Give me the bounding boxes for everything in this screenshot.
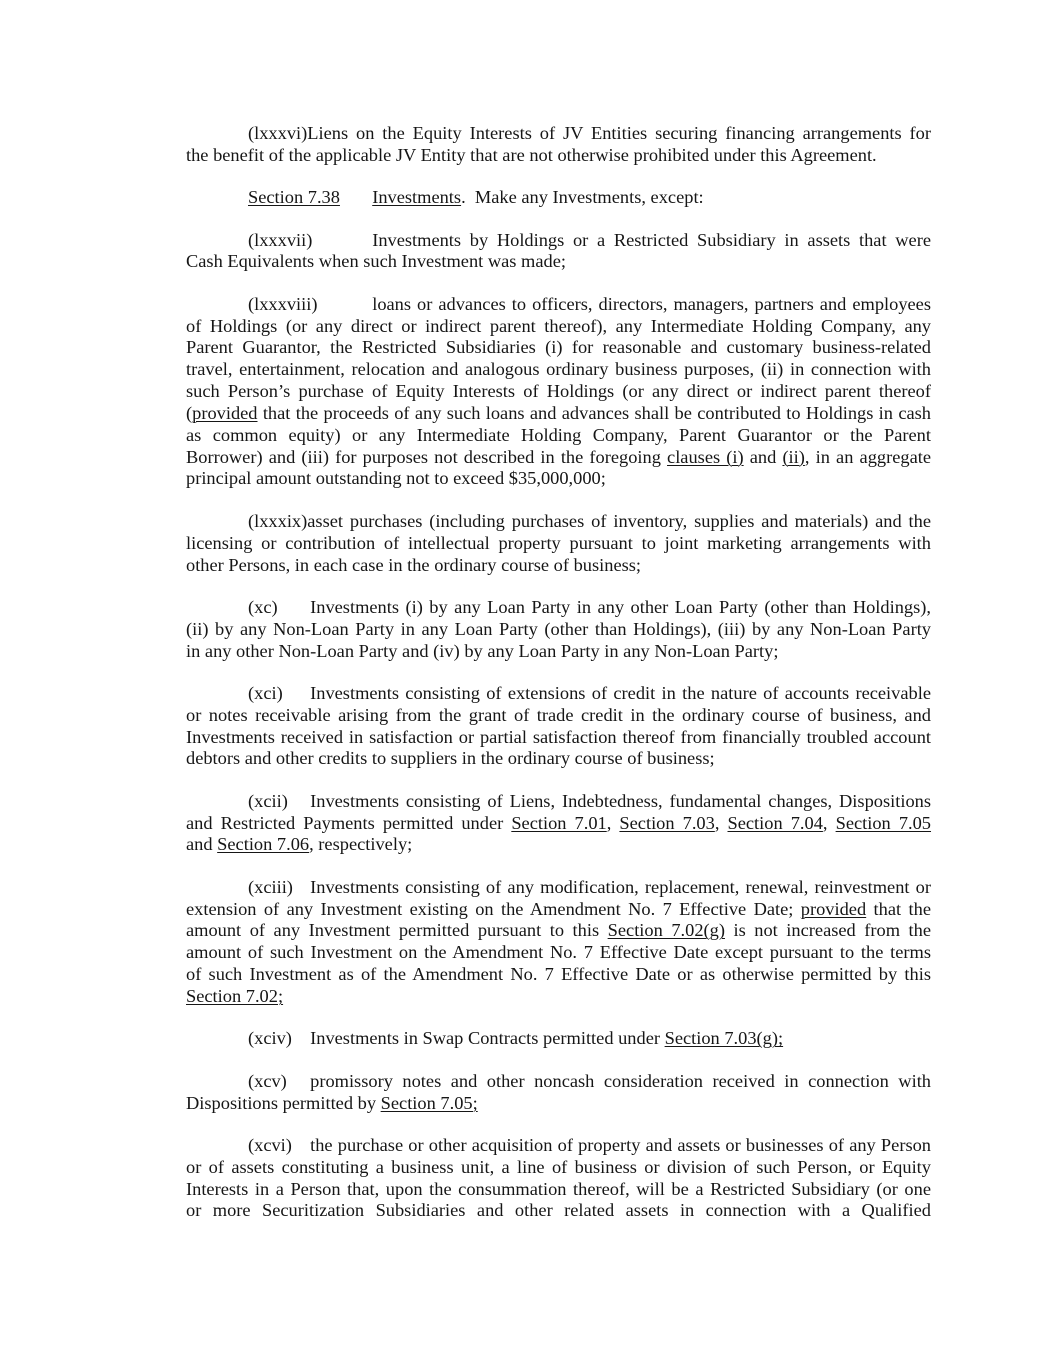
paragraph-line	[186, 1157, 931, 1179]
paragraph-line	[186, 964, 931, 986]
text-run: and Restricted Payments permitted under	[186, 812, 512, 833]
document-body	[186, 123, 931, 1243]
clause-number: (lxxxviii)	[248, 293, 318, 314]
paragraph-line	[186, 791, 931, 813]
text-run: other Persons, in each case in the ordinary course of business;	[186, 554, 642, 575]
clause-number: (lxxxvii)	[248, 229, 313, 250]
underlined-text: Section 7.04	[727, 812, 823, 833]
tab-gap	[283, 698, 310, 699]
paragraph-line	[186, 359, 931, 381]
clause-xcvi	[186, 1135, 931, 1222]
paragraph-line	[186, 468, 931, 490]
paragraph-line	[186, 447, 931, 469]
text-run: asset purchases (including purchases of inventory, supplies and materials) and the	[307, 510, 931, 531]
text-run: that the proceeds of any such loans and advances shall be contributed to Holdings in cash	[257, 402, 931, 423]
text-run: the purchase or other acquisition of property and assets or businesses of any Person	[310, 1134, 931, 1155]
underlined-text: provided	[800, 898, 867, 919]
underlined-text: Section 7.03	[619, 812, 715, 833]
text-run: is not increased from the	[724, 920, 932, 941]
text-run: amount of any Investment permitted pursuant to this	[186, 920, 608, 941]
paragraph-line	[186, 337, 931, 359]
clause-number: (xcii)	[248, 790, 288, 811]
text-run: of such Investment as of the Amendment No. 7 Effective Date or as otherwise permitted by this	[186, 964, 931, 985]
underlined-text: Section 7.06	[217, 834, 310, 855]
underlined-text: Investments	[372, 187, 462, 208]
paragraph-line	[186, 381, 931, 403]
text-run: such Person’s purchase of Equity Interests of Holdings (or any direct or indirect parent thereof	[186, 381, 931, 402]
text-run: principal amount outstanding not to exceed $35,000,000;	[186, 468, 606, 489]
text-run: Parent Guarantor, the Restricted Subsidiaries (i) for reasonable and customary business-related	[186, 337, 931, 358]
text-run: (ii) by any Non-Loan Party in any Loan Party (other than Holdings), (iii) by any Non-Loan Party	[186, 618, 931, 639]
paragraph-line	[186, 727, 931, 749]
clause-xc	[186, 597, 931, 663]
text-run: or notes receivable arising from the grant of trade credit in the ordinary course of business, and	[186, 704, 931, 725]
text-run: , in an aggregate	[804, 446, 932, 467]
paragraph-line	[186, 619, 931, 641]
paragraph-line	[186, 1200, 931, 1222]
text-run: in any other Non-Loan Party and (iv) by any Loan Party in any Non-Loan Party;	[186, 640, 779, 661]
text-run: . Make any Investments, except:	[461, 187, 704, 208]
tab-gap	[317, 309, 372, 310]
text-run: Investments by Holdings or a Restricted Subsidiary in assets that were	[372, 229, 931, 250]
text-run: Investments in Swap Contracts permitted under	[310, 1028, 665, 1049]
text-run: (	[186, 402, 193, 423]
paragraph-line	[186, 748, 931, 770]
text-run: , respectively;	[309, 834, 413, 855]
tab-gap	[287, 1086, 310, 1087]
text-run: Interests in a Person that, upon the consummation thereof, will be a Restricted Subsidiary (or one	[186, 1178, 931, 1199]
clause-xciv	[186, 1028, 931, 1050]
clause-number: (xcvi)	[248, 1134, 292, 1155]
text-run: amount of such Investment on the Amendment No. 7 Effective Date except pursuant to the terms	[186, 942, 931, 963]
clause-number: (lxxxix)	[248, 510, 308, 531]
paragraph-line	[186, 511, 931, 533]
text-run: ,	[822, 812, 836, 833]
paragraph-line	[186, 986, 931, 1008]
paragraph-line	[186, 1028, 931, 1050]
paragraph-line	[186, 251, 931, 273]
clause-number: (xciv)	[248, 1028, 292, 1049]
paragraph-line	[186, 641, 931, 663]
underlined-text: Section 7.02;	[186, 986, 284, 1006]
text-run: ,	[606, 812, 620, 833]
text-run: Dispositions permitted by	[186, 1092, 381, 1113]
text-run: debtors and other credits to suppliers in the ordinary course of business;	[186, 748, 715, 769]
text-run: ,	[714, 812, 728, 833]
text-run: as common equity) or any Intermediate Holding Company, Parent Guarantor or the Parent	[186, 424, 931, 445]
text-run: that the	[866, 898, 931, 919]
paragraph-line	[186, 425, 931, 447]
section-number: Section 7.38	[248, 187, 340, 208]
underlined-text: clauses (i)	[667, 446, 744, 467]
paragraph-line	[186, 813, 931, 835]
clause-xci	[186, 683, 931, 770]
paragraph-line	[186, 877, 931, 899]
tab-gap	[293, 892, 310, 893]
tab-gap	[312, 245, 372, 246]
clause-number: (xci)	[248, 682, 283, 703]
underlined-text: (ii)	[782, 446, 805, 467]
paragraph-line	[186, 705, 931, 727]
clause-lxxxix	[186, 511, 931, 577]
clause-xcii	[186, 791, 931, 857]
text-run: Investments consisting of any modification, replacement, renewal, reinvestment or	[310, 876, 931, 897]
paragraph-line	[186, 403, 931, 425]
clause-number: (xc)	[248, 596, 278, 617]
tab-gap	[340, 202, 372, 203]
underlined-text: Section 7.01	[511, 812, 607, 833]
text-run: and	[186, 834, 218, 855]
paragraph-line	[186, 683, 931, 705]
tab-gap	[292, 1043, 310, 1044]
paragraph-line	[186, 1135, 931, 1157]
paragraph-line	[186, 230, 931, 252]
text-run: loans or advances to officers, directors, managers, partners and employees	[372, 293, 931, 314]
paragraph-line	[186, 316, 931, 338]
paragraph-line	[186, 145, 931, 167]
text-run: and	[743, 446, 783, 467]
paragraph-line	[186, 1179, 931, 1201]
text-run: of Holdings (or any direct or indirect parent thereof), any Intermediate Holding Company, any	[186, 315, 931, 336]
clause-xcv	[186, 1071, 931, 1115]
text-run: travel, entertainment, relocation and analogous ordinary business purposes, (ii) in connection with	[186, 359, 931, 380]
text-run: Investments (i) by any Loan Party in any other Loan Party (other than Holdings),	[310, 596, 931, 617]
text-run: Borrower) and (iii) for purposes not described in the foregoing	[186, 446, 668, 467]
paragraph-line	[186, 899, 931, 921]
paragraph-line	[186, 834, 931, 856]
text-run: extension of any Investment existing on the Amendment No. 7 Effective Date;	[186, 898, 801, 919]
paragraph-line	[186, 533, 931, 555]
text-run: Cash Equivalents when such Investment was made;	[186, 251, 566, 272]
text-run: promissory notes and other noncash consideration received in connection with	[310, 1070, 931, 1091]
underlined-text: provided	[192, 402, 258, 423]
paragraph-line	[186, 1093, 931, 1115]
paragraph-line	[186, 294, 931, 316]
text-run: or of assets constituting a business unit, a line of business or division of such Person, or Equity	[186, 1156, 931, 1177]
underlined-text: Section 7.03(g);	[664, 1028, 784, 1049]
tab-gap	[288, 806, 310, 807]
paragraph-line	[186, 942, 931, 964]
paragraph-line	[186, 597, 931, 619]
clause-lxxxvii	[186, 230, 931, 274]
tab-gap	[278, 612, 311, 613]
clause-lxxxvi	[186, 123, 931, 167]
paragraph-line	[186, 123, 931, 145]
text-run: Liens on the Equity Interests of JV Entities securing financing arrangements for	[307, 123, 931, 143]
clause-lxxxviii	[186, 294, 931, 491]
tab-gap	[292, 1150, 310, 1151]
clause-number: (xcv)	[248, 1070, 287, 1091]
underlined-text: Section 7.02(g)	[607, 920, 725, 941]
text-run: licensing or contribution of intellectual property pursuant to joint marketing arrangements with	[186, 532, 931, 553]
paragraph-line	[186, 1071, 931, 1093]
clause-number: (xciii)	[248, 876, 293, 897]
section-heading-section-7-38	[186, 187, 931, 209]
text-run: or more Securitization Subsidiaries and other related assets in connection with a Qualified	[186, 1200, 931, 1221]
paragraph-line	[186, 187, 931, 209]
underlined-text: Section 7.05	[835, 812, 932, 833]
paragraph-line	[186, 920, 931, 942]
text-run: Investments consisting of Liens, Indebtedness, fundamental changes, Dispositions	[310, 790, 931, 811]
clause-xciii	[186, 877, 931, 1008]
clause-number: (lxxxvi)	[248, 123, 308, 143]
text-run: Investments received in satisfaction or partial satisfaction thereof from financially troubled account	[186, 726, 931, 747]
text-run: Investments consisting of extensions of credit in the nature of accounts receivable	[310, 682, 931, 703]
text-run: the benefit of the applicable JV Entity that are not otherwise prohibited under this Agreement.	[186, 144, 877, 165]
paragraph-line	[186, 555, 931, 577]
underlined-text: Section 7.05;	[380, 1092, 478, 1113]
